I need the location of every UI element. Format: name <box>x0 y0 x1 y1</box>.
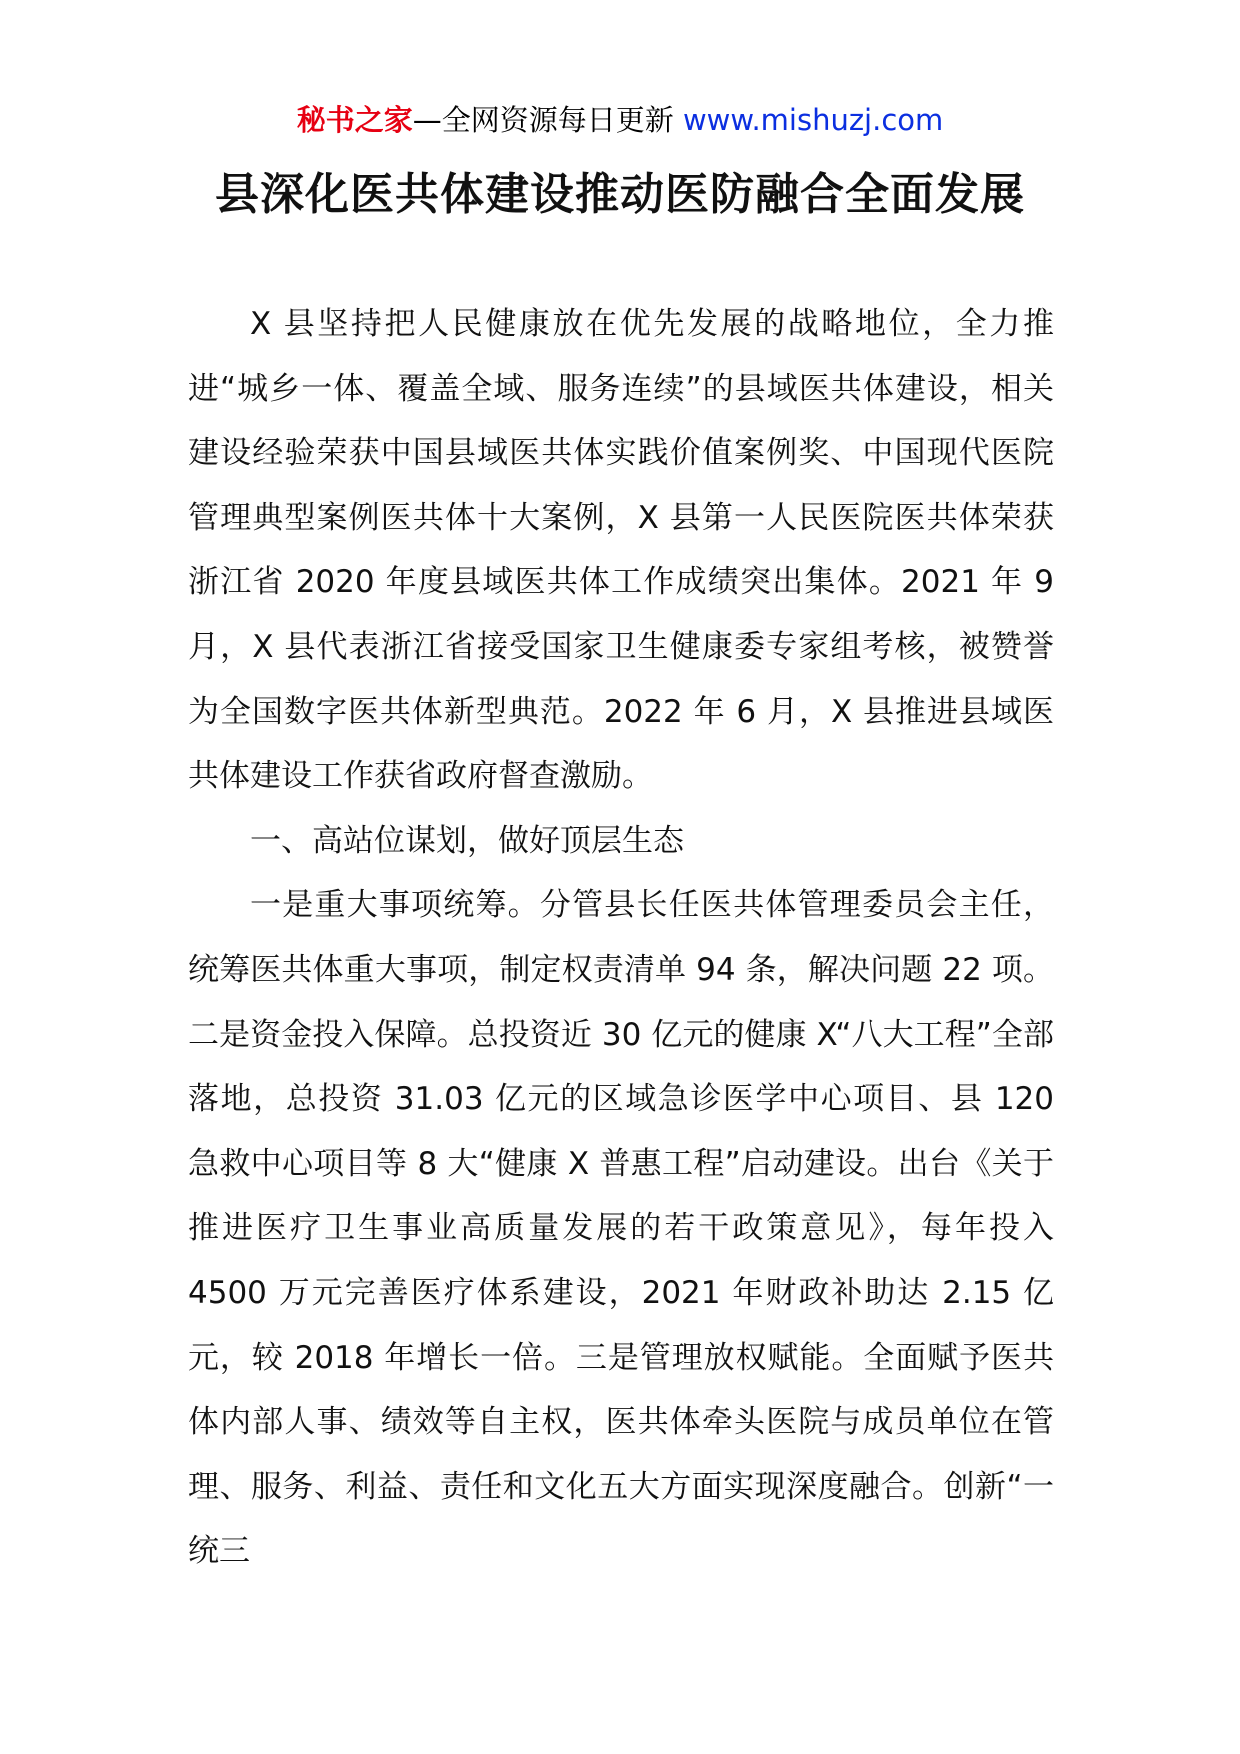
header-tagline: —全网资源每日更新 <box>412 103 674 137</box>
document-body <box>188 292 1054 1584</box>
site-header <box>0 100 1240 140</box>
site-url-link[interactable]: www.mishuzj.com <box>682 103 944 137</box>
paragraph-intro: X 县坚持把人民健康放在优先发展的战略地位，全力推进“城乡一体、覆盖全域、服务连续”的县域医共体建设，相关建设经验荣获中国县域医共体实践价值案例奖、中国现代医院管理典型案例医共体十大案例，X 县第一人民医院医共体荣获浙江省 2020 年度县域医共体工作成绩突出集体。2021 年 9 月，X 县代表浙江省接受国家卫生健康委专家组考核，被赞誉为全国数字医共体新型典范。2022 年 6 月，X 县推进县域医共体建设工作获省政府督查激励。 <box>188 306 1054 795</box>
section-heading: 一、高站位谋划，做好顶层生态 <box>250 822 684 859</box>
paragraph-section-1: 一是重大事项统筹。分管县长任医共体管理委员会主任，统筹医共体重大事项，制定权责清单 94 条，解决问题 22 项。二是资金投入保障。总投资近 30 亿元的健康 X“八大工程”全部落地，总投资 31.03 亿元的区域急诊医学中心项目、县 120 急救中心项目等 8 大“健康 X 普惠工程”启动建设。出台《关于推进医疗卫生事业高质量发展的若干政策意见》，每年投入 4500 万元完善医疗体系建设，2021 年财政补助达 2.15 亿元，较 2018 年增长一倍。三是管理放权赋能。全面赋予医共体内部人事、绩效等自主权，医共体牵头医院与成员单位在管理、服务、利益、责任和文化五大方面实现深度融合。创新“一统三 <box>188 887 1054 1570</box>
document-title: 县深化医共体建设推动医防融合全面发展 <box>215 169 1025 220</box>
brand-name: 秘书之家 <box>296 103 413 137</box>
